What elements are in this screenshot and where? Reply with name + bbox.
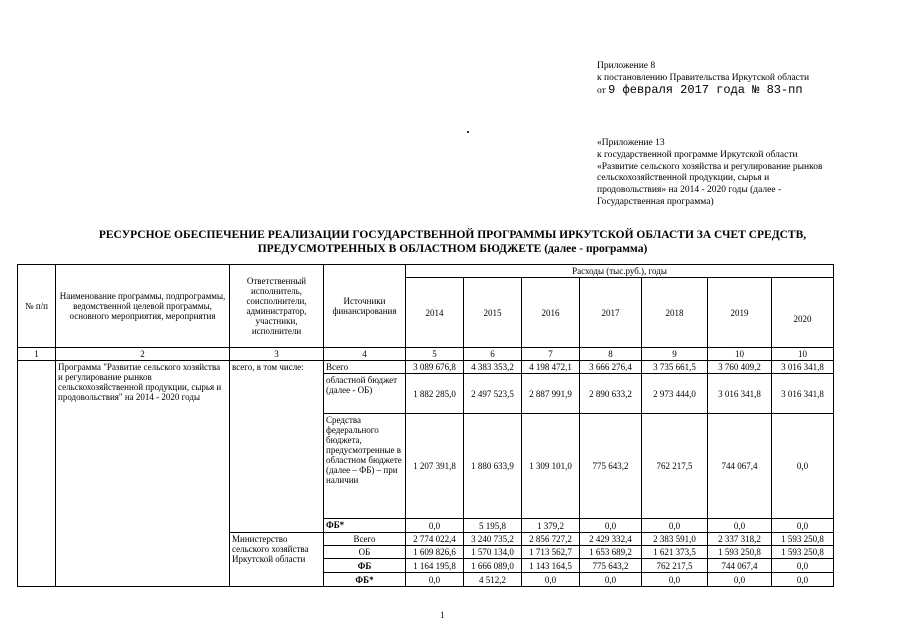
header-num: № п/п	[18, 265, 56, 348]
appendix-8-title: Приложение 8	[597, 61, 656, 71]
value-cell: 1 593 250,8	[772, 546, 834, 559]
value-cell: 2 429 332,4	[580, 533, 642, 546]
value-cell: 1 143 164,5	[522, 559, 580, 573]
value-cell: 1 653 689,2	[580, 546, 642, 559]
column-number-row	[18, 348, 834, 361]
value-cell: 3 016 341,8	[772, 374, 834, 414]
source-cell: ФБ*	[324, 519, 406, 533]
date-text: 9 февраля 2017 года № 83-пп	[608, 83, 803, 97]
value-cell: 1 880 633,9	[464, 414, 522, 519]
value-cell: 0,0	[580, 573, 642, 587]
source-cell: областной бюджет (далее - ОБ)	[324, 374, 406, 414]
program-resp: всего, в том числе:	[230, 361, 324, 533]
appendix-13-header	[597, 138, 837, 209]
value-cell: 1 882 285,0	[406, 374, 464, 414]
value-cell: 744 067,4	[708, 559, 772, 573]
value-cell: 2 337 318,2	[708, 533, 772, 546]
header-year: 2017	[580, 278, 642, 348]
col-number: 8	[580, 348, 642, 361]
value-cell: 4 383 353,2	[464, 361, 522, 374]
header-expenses: Расходы (тыс.руб.), годы	[406, 265, 834, 278]
col-number: 4	[324, 348, 406, 361]
col-number: 5	[406, 348, 464, 361]
row-num-cell	[18, 361, 56, 587]
value-cell: 3 016 341,8	[708, 374, 772, 414]
source-cell: ФБ	[324, 559, 406, 573]
page-number: 1	[440, 610, 445, 620]
value-cell: 762 217,5	[642, 414, 708, 519]
source-cell: Средства федерального бюджета, предусмотренные в областном бюджете (далее – ФБ) – при наличии	[324, 414, 406, 519]
col-number: 9	[642, 348, 708, 361]
value-cell: 1 713 562,7	[522, 546, 580, 559]
value-cell: 1 609 826,6	[406, 546, 464, 559]
value-cell: 1 570 134,0	[464, 546, 522, 559]
value-cell: 744 067,4	[708, 414, 772, 519]
source-cell: Всего	[324, 533, 406, 546]
header-src: Источники финансирования	[324, 265, 406, 348]
date-prefix: от	[597, 86, 606, 96]
value-cell: 3 735 661,5	[642, 361, 708, 374]
resource-table	[17, 264, 834, 587]
header-year: 2019	[708, 278, 772, 348]
table-row	[18, 361, 834, 374]
value-cell: 2 774 022,4	[406, 533, 464, 546]
value-cell: 0,0	[406, 573, 464, 587]
value-cell: 3 666 276,4	[580, 361, 642, 374]
value-cell: 2 973 444,0	[642, 374, 708, 414]
source-cell: Всего	[324, 361, 406, 374]
value-cell: 2 497 523,5	[464, 374, 522, 414]
col-number: 10	[708, 348, 772, 361]
header-year: 2014	[406, 278, 464, 348]
value-cell: 3 760 409,2	[708, 361, 772, 374]
value-cell: 1 379,2	[522, 519, 580, 533]
value-cell: 2 890 633,2	[580, 374, 642, 414]
document-title	[30, 228, 875, 256]
value-cell: 2 856 727,2	[522, 533, 580, 546]
value-cell: 4 198 472,1	[522, 361, 580, 374]
col-number: 2	[56, 348, 230, 361]
appendix-8-line: к постановлению Правительства Иркутской области	[597, 73, 810, 83]
value-cell: 0,0	[772, 573, 834, 587]
header-name: Наименование программы, подпрограммы, ведомственной целевой программы, основного мероприятия, мероприятия	[56, 265, 230, 348]
value-cell: 3 089 676,8	[406, 361, 464, 374]
value-cell: 1 207 391,8	[406, 414, 464, 519]
ministry-resp: Министерство сельского хозяйства Иркутской области	[230, 533, 324, 587]
source-cell: ФБ*	[324, 573, 406, 587]
value-cell: 0,0	[642, 573, 708, 587]
value-cell: 3 240 735,2	[464, 533, 522, 546]
value-cell: 0,0	[772, 519, 834, 533]
appendix-13-title: «Приложение 13	[597, 138, 665, 148]
appendix-13-text: к государственной программе Иркутской области «Развитие сельского хозяйства и регулирование рынков сельскохозяйственной продукции, сырья и продовольствия» на 2014 - 2020 годы (далее - Государственная программа)	[597, 149, 823, 207]
col-number: 1	[18, 348, 56, 361]
value-cell: 0,0	[708, 573, 772, 587]
header-year: 2020	[772, 278, 834, 348]
col-number: 3	[230, 348, 324, 361]
value-cell: 775 643,2	[580, 559, 642, 573]
value-cell: 762 217,5	[642, 559, 708, 573]
appendix-8-date	[597, 84, 897, 97]
value-cell: 2 383 591,0	[642, 533, 708, 546]
value-cell: 0,0	[406, 519, 464, 533]
value-cell: 0,0	[708, 519, 772, 533]
value-cell: 1 164 195,8	[406, 559, 464, 573]
value-cell: 775 643,2	[580, 414, 642, 519]
document-title-line1: РЕСУРСНОЕ ОБЕСПЕЧЕНИЕ РЕАЛИЗАЦИИ ГОСУДАРСТВЕННОЙ ПРОГРАММЫ ИРКУТСКОЙ ОБЛАСТИ ЗА СЧЕТ СРЕДСТВ,	[98, 229, 807, 241]
header-year: 2016	[522, 278, 580, 348]
value-cell: 2 887 991,9	[522, 374, 580, 414]
value-cell: 0,0	[580, 519, 642, 533]
value-cell: 4 512,2	[464, 573, 522, 587]
scan-speck	[467, 131, 469, 133]
value-cell: 1 666 089,0	[464, 559, 522, 573]
value-cell: 0,0	[522, 573, 580, 587]
value-cell: 1 593 250,8	[772, 533, 834, 546]
value-cell: 1 621 373,5	[642, 546, 708, 559]
value-cell: 1 309 101,0	[522, 414, 580, 519]
header-resp: Ответственный исполнитель, соисполнители, администратор, участники, исполнители	[230, 265, 324, 348]
header-year: 2018	[642, 278, 708, 348]
program-name: Программа "Развитие сельского хозяйства и регулирование рынков сельскохозяйственной продукции, сырья и продовольствия" на 2014 - 2020 годы	[56, 361, 230, 587]
value-cell: 0,0	[642, 519, 708, 533]
col-number: 10	[772, 348, 834, 361]
value-cell: 0,0	[772, 414, 834, 519]
value-cell: 3 016 341,8	[772, 361, 834, 374]
col-number: 6	[464, 348, 522, 361]
value-cell: 5 195,8	[464, 519, 522, 533]
header-year: 2015	[464, 278, 522, 348]
value-cell: 1 593 250,8	[708, 546, 772, 559]
source-cell: ОБ	[324, 546, 406, 559]
value-cell: 0,0	[772, 559, 834, 573]
document-title-line2: ПРЕДУСМОТРЕННЫХ В ОБЛАСТНОМ БЮДЖЕТЕ (далее - программа)	[257, 243, 648, 255]
col-number: 7	[522, 348, 580, 361]
appendix-8-header	[597, 60, 897, 97]
